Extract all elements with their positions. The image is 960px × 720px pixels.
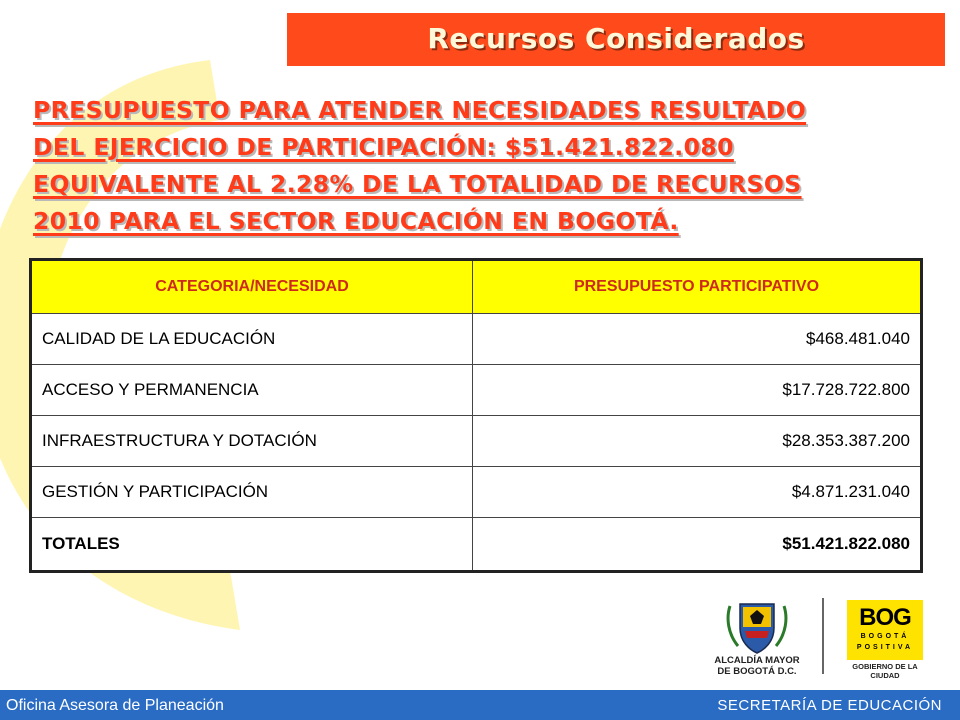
bog-line-1: BOGOTÁ — [860, 633, 910, 640]
row-category: ACCESO Y PERMANENCIA — [31, 365, 473, 416]
title-bar — [287, 13, 945, 66]
alcaldia-logo-text — [712, 655, 802, 677]
headline-line-1: PRESUPUESTO PARA ATENDER NECESIDADES RESULTADO — [33, 96, 807, 124]
bogota-positiva-logo — [847, 600, 923, 660]
table-row — [31, 467, 922, 518]
headline-line-2: DEL EJERCICIO DE PARTICIPACIÓN: $51.421.822.080 — [33, 133, 734, 161]
total-label: TOTALES — [31, 518, 473, 572]
table-row — [31, 365, 922, 416]
table-header-row — [31, 260, 922, 314]
header-budget: PRESUPUESTO PARTICIPATIVO — [473, 260, 922, 314]
alcaldia-coat-of-arms-logo — [712, 598, 802, 654]
table-total-row — [31, 518, 922, 572]
slide-title: Recursos Considerados — [427, 22, 805, 55]
row-amount: $28.353.387.200 — [473, 416, 922, 467]
table-row — [31, 416, 922, 467]
logo-divider — [822, 598, 824, 674]
total-amount: $51.421.822.080 — [473, 518, 922, 572]
alcaldia-line-1: ALCALDÍA MAYOR — [714, 655, 800, 666]
alcaldia-line-2: DE BOGOTÁ D.C. — [717, 666, 797, 677]
row-category: CALIDAD DE LA EDUCACIÓN — [31, 314, 473, 365]
row-amount: $17.728.722.800 — [473, 365, 922, 416]
table-row — [31, 314, 922, 365]
headline-line-3: EQUIVALENTE AL 2.28% DE LA TOTALIDAD DE RECURSOS — [33, 170, 802, 198]
budget-headline — [33, 92, 903, 240]
row-category: INFRAESTRUCTURA Y DOTACIÓN — [31, 416, 473, 467]
headline-line-4: 2010 PARA EL SECTOR EDUCACIÓN EN BOGOTÁ. — [33, 207, 679, 235]
row-amount: $468.481.040 — [473, 314, 922, 365]
header-category: CATEGORIA/NECESIDAD — [31, 260, 473, 314]
row-amount: $4.871.231.040 — [473, 467, 922, 518]
gobierno-text: GOBIERNO DE LA CIUDAD — [852, 662, 918, 680]
budget-table — [29, 258, 923, 573]
bog-mark: BOG — [859, 604, 911, 631]
footer-secretaria-label: SECRETARÍA DE EDUCACIÓN — [717, 697, 942, 714]
bog-line-2: POSITIVA — [856, 644, 914, 651]
footer-office-label: Oficina Asesora de Planeación — [6, 697, 224, 714]
row-category: GESTIÓN Y PARTICIPACIÓN — [31, 467, 473, 518]
